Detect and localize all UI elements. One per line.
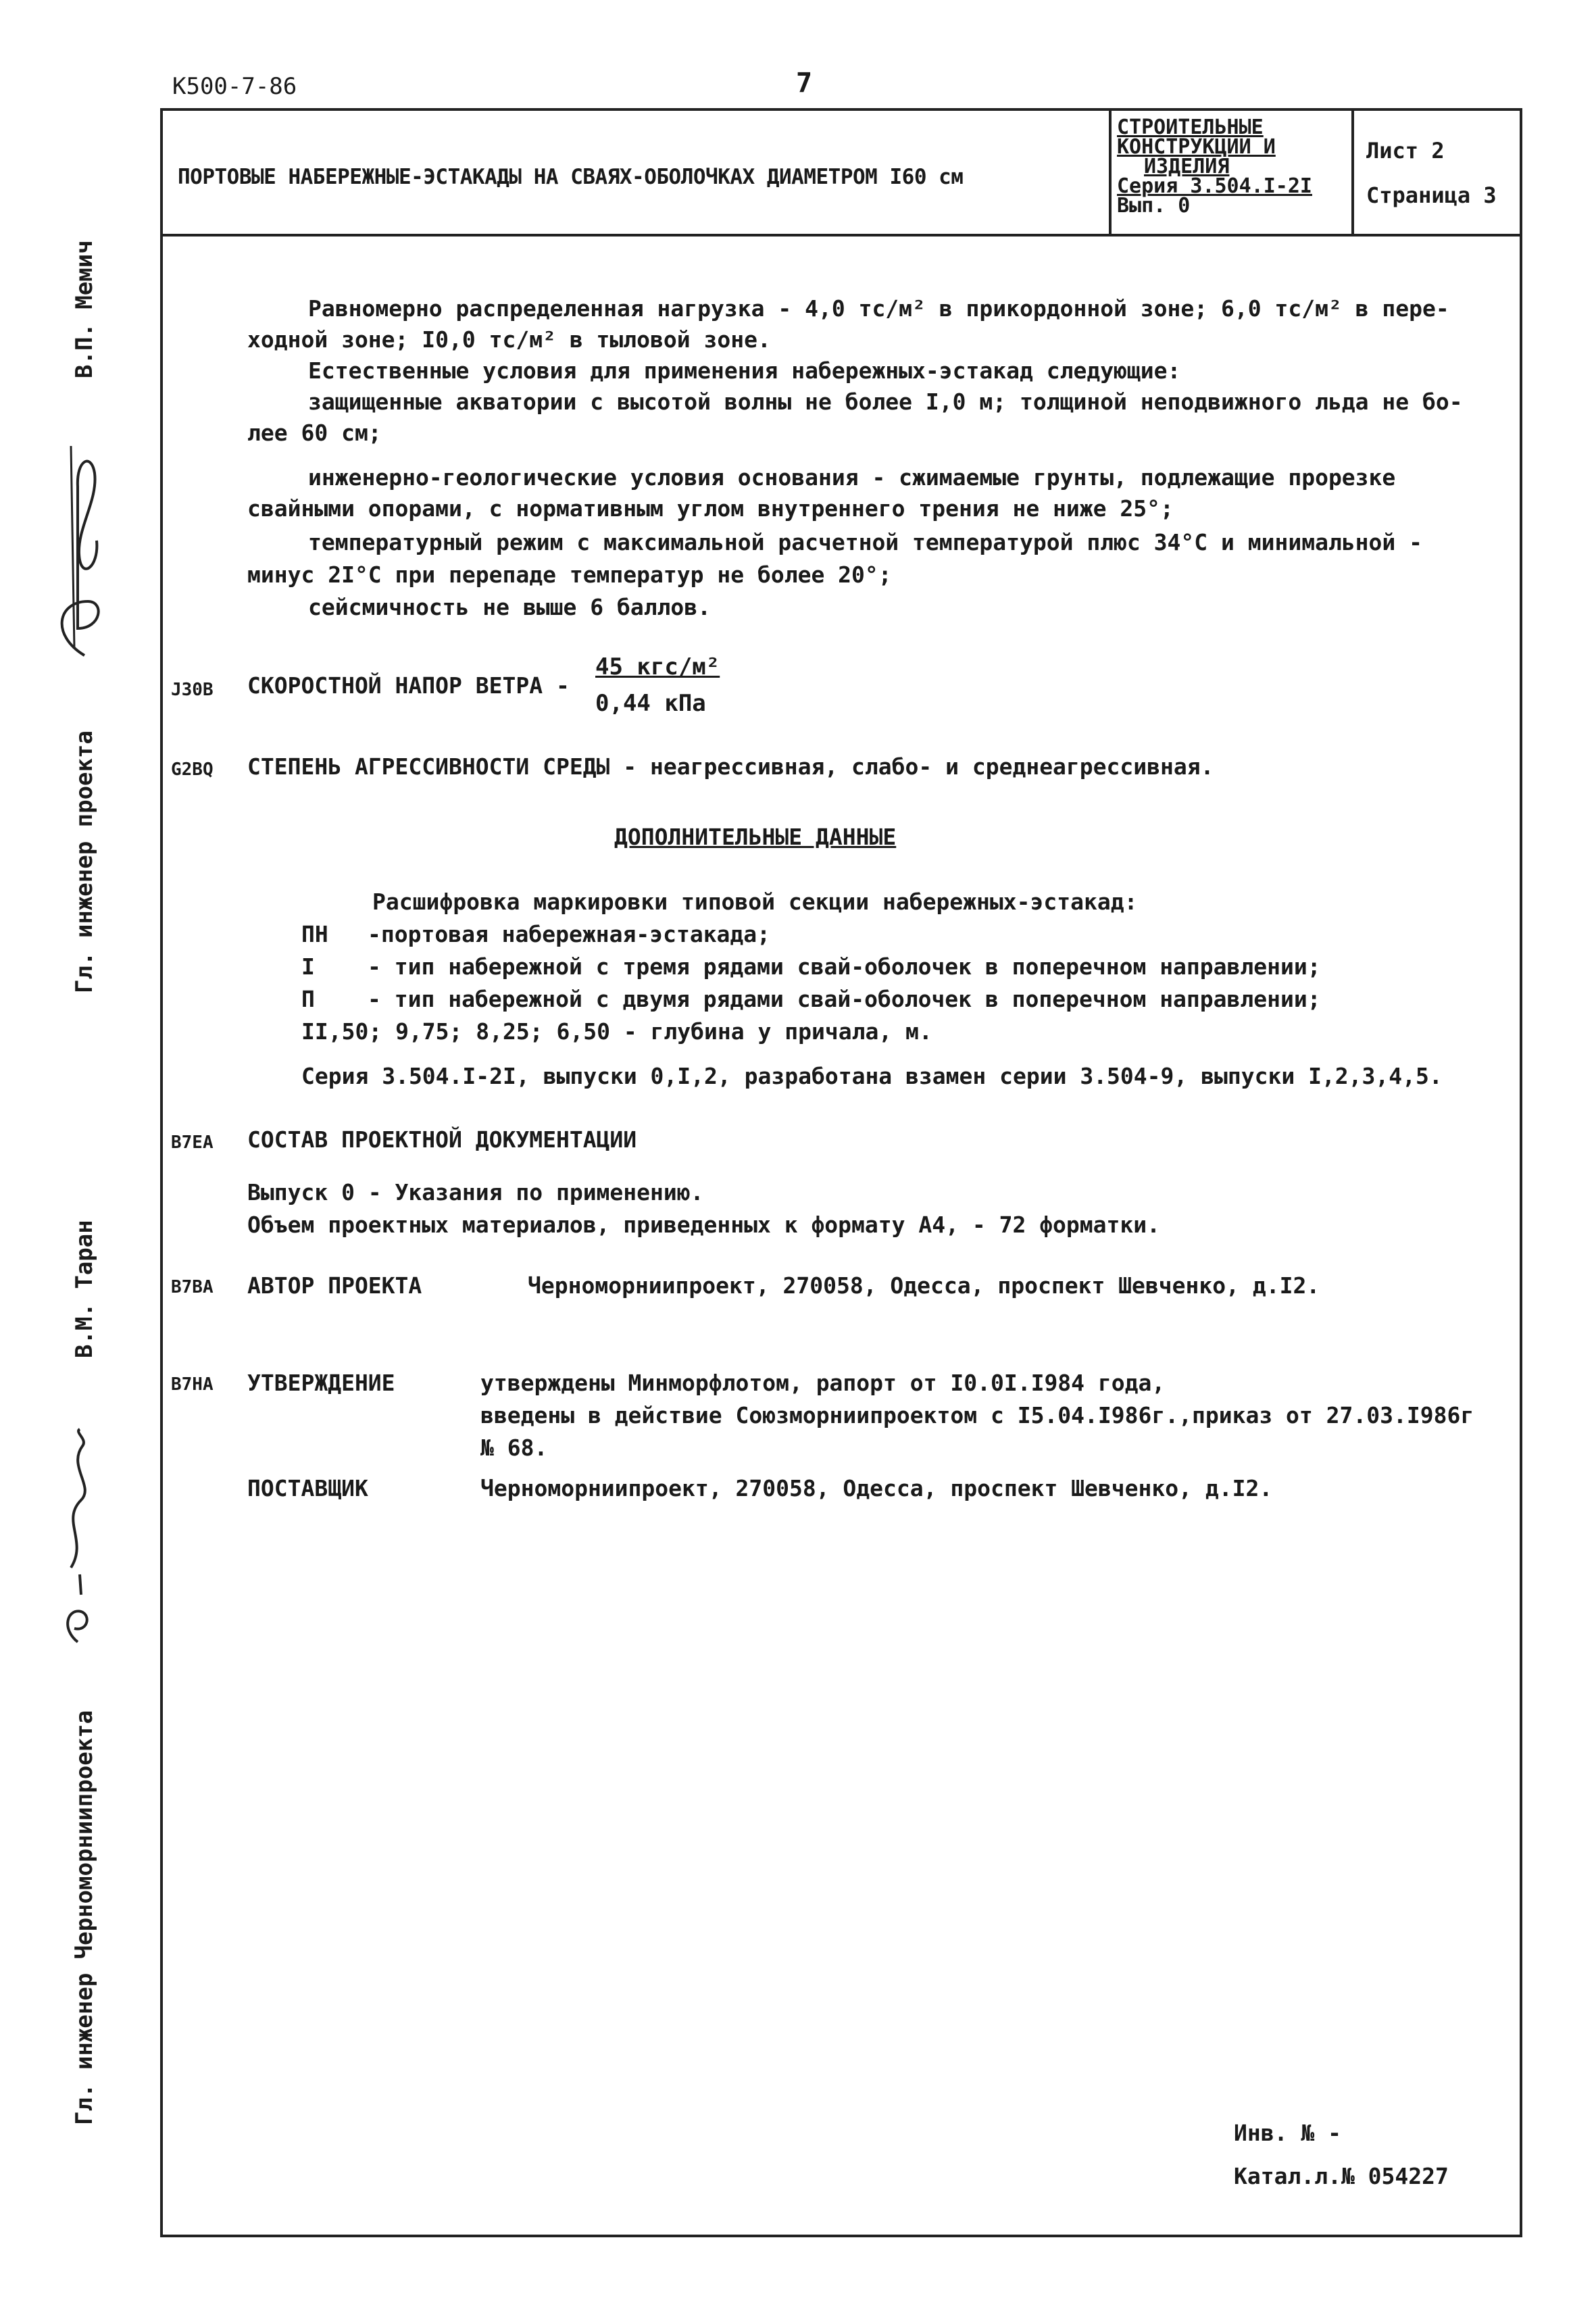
text-line: утверждены Минморфлотом, рапорт от I0.0I.I984 года, [480, 1370, 1166, 1396]
text-line: инженерно-геологические условия основания - сжимаемые грунты, подлежащие прорезке [308, 464, 1396, 491]
code-i: I [301, 953, 315, 980]
text-line: II,50; 9,75; 8,25; 6,50 - глубина у причала, м. [301, 1018, 932, 1045]
series-text: Серия 3.504.I-2I, выпуски 0,I,2, разработана взамен серии 3.504-9, выпуски I,2,3,4,5. [301, 1063, 1443, 1089]
series-line-4: Серия 3.504.I-2I [1117, 174, 1312, 198]
text-line: -портовая набережная-эстакада; [368, 921, 771, 947]
side-name-2: В.М. Таран [71, 1220, 98, 1358]
page-number: 7 [796, 68, 813, 99]
section-tag: G2BQ [171, 760, 214, 780]
section-tag: J30B [171, 680, 214, 700]
wind-value [595, 651, 720, 719]
text-line: Объем проектных материалов, приведенных к формату А4, - 72 форматки. [247, 1212, 1161, 1238]
sheet-block [1354, 111, 1522, 234]
side-role-2: Гл. инженер Черноморниипроекта [71, 1710, 98, 2125]
series-line-1: СТРОИТЕЛЬНЫЕ [1117, 116, 1264, 139]
text-line: минус 2I°С при перепаде температур не более 20°; [247, 562, 892, 588]
text-line: Естественные условия для применения набережных-эстакад следующие: [308, 357, 1181, 384]
author-label: АВТОР ПРОЕКТА [247, 1272, 422, 1299]
sheet-number: Лист 2 [1366, 138, 1445, 164]
text-line: ходной зоне; I0,0 тс/м² в тыловой зоне. [247, 326, 771, 353]
text-line: Расшифровка маркировки типовой секции набережных-эстакад: [372, 889, 1138, 915]
text-line: Выпуск 0 - Указания по применению. [247, 1179, 704, 1205]
additional-data-title: ДОПОЛНИТЕЛЬНЫЕ ДАННЫЕ [614, 824, 897, 850]
title-block [163, 111, 1520, 237]
text-line: - тип набережной с двумя рядами свай-оболочек в поперечном направлении; [368, 986, 1321, 1012]
wind-label: СКОРОСТНОЙ НАПОР ВЕТРА - [247, 672, 570, 699]
series-line-5: Вып. 0 [1117, 194, 1191, 218]
aggressiveness-text: СТЕПЕНЬ АГРЕССИВНОСТИ СРЕДЫ - неагрессивная, слабо- и среднеагрессивная. [247, 753, 1214, 780]
document-title: ПОРТОВЫЕ НАБЕРЕЖНЫЕ-ЭСТАКАДЫ НА СВАЯХ-ОБОЛОЧКАХ ДИАМЕТРОМ I60 см [178, 165, 964, 189]
section-tag: B7BA [171, 1277, 214, 1297]
inventory-number: Инв. № - [1234, 2120, 1341, 2146]
approval-label: УТВЕРЖДЕНИЕ [247, 1370, 395, 1396]
composition-title: СОСТАВ ПРОЕКТНОЙ ДОКУМЕНТАЦИИ [247, 1126, 637, 1153]
series-block [1109, 111, 1354, 234]
series-line-3: ИЗДЕЛИЯ [1144, 155, 1230, 178]
code-ii: П [301, 986, 315, 1012]
text-line: Равномерно распределенная нагрузка - 4,0 тс/м² в прикордонной зоне; 6,0 тс/м² в пере- [308, 295, 1449, 322]
text-line: защищенные акватории с высотой волны не более I,0 м; толщиной неподвижного льда не бо- [308, 389, 1463, 415]
section-tag: B7EA [171, 1132, 214, 1153]
text-line: - тип набережной с тремя рядами свай-оболочек в поперечном направлении; [368, 953, 1321, 980]
side-role-1: Гл. инженер проекта [71, 730, 98, 993]
supplier-text: Черноморниипроект, 270058, Одесса, проспект Шевченко, д.I2. [480, 1475, 1273, 1501]
signature-1 [37, 432, 111, 662]
text-line: лее 60 см; [247, 420, 382, 446]
supplier-label: ПОСТАВЩИК [247, 1475, 368, 1501]
wind-numerator: 45 кгс/м² [595, 653, 720, 680]
catalog-number: Катал.л.№ 054227 [1234, 2163, 1449, 2189]
text-line: № 68. [480, 1435, 548, 1461]
document-code: К500-7-86 [172, 73, 297, 100]
wind-denominator: 0,44 кПа [595, 690, 706, 717]
signature-2 [41, 1426, 108, 1649]
code-pn: ПН [301, 921, 328, 947]
page-label: Страница 3 [1366, 182, 1497, 208]
text-line: сейсмичность не выше 6 баллов. [308, 594, 712, 620]
side-name-1: В.П. Мемич [71, 240, 98, 378]
text-line: введены в действие Союзморниипроектом с I5.04.I986г.,приказ от 27.03.I986г [480, 1402, 1474, 1428]
document-frame [160, 108, 1522, 2237]
author-text: Черноморниипроект, 270058, Одесса, проспект Шевченко, д.I2. [528, 1272, 1320, 1299]
text-line: свайными опорами, с нормативным углом внутреннего трения не ниже 25°; [247, 495, 1174, 522]
section-tag: B7HA [171, 1374, 214, 1395]
text-line: температурный режим с максимальной расчетной температурой плюс 34°С и минимальной - [308, 529, 1423, 555]
series-line-2: КОНСТРУКЦИИ И [1117, 135, 1276, 159]
